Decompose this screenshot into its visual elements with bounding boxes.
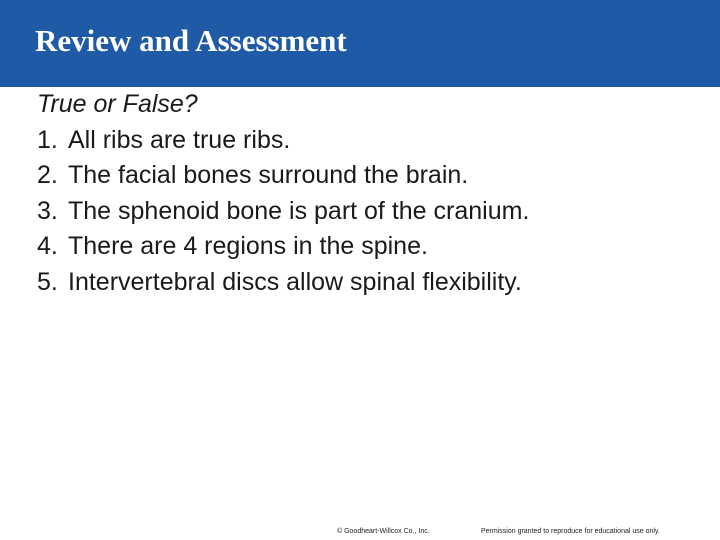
statement-text: There are 4 regions in the spine. (68, 232, 428, 260)
slide-content (37, 87, 707, 300)
statement-item (37, 265, 707, 301)
statement-text: All ribs are true ribs. (68, 125, 291, 154)
statement-item (37, 158, 707, 194)
question-heading: True or False? (37, 90, 198, 118)
title-bar (0, 0, 720, 87)
statement-number: 3. (37, 196, 58, 225)
statement-number: 2. (37, 161, 58, 189)
statement-text: The facial bones surround the brain. (68, 161, 469, 189)
statement-number: 5. (37, 267, 58, 296)
footer-copyright: © Goodheart-Willcox Co., Inc. (337, 528, 430, 535)
statement-item (37, 123, 707, 159)
statement-text: The sphenoid bone is part of the cranium. (68, 196, 530, 225)
statement-item (37, 194, 707, 230)
statement-text: Intervertebral discs allow spinal flexibility. (68, 267, 522, 296)
statement-item (37, 229, 707, 265)
footer-permission: Permission granted to reproduce for educational use only. (481, 528, 660, 535)
slide-title: Review and Assessment (35, 23, 347, 58)
statement-number: 4. (37, 232, 58, 260)
statement-number: 1. (37, 125, 58, 154)
